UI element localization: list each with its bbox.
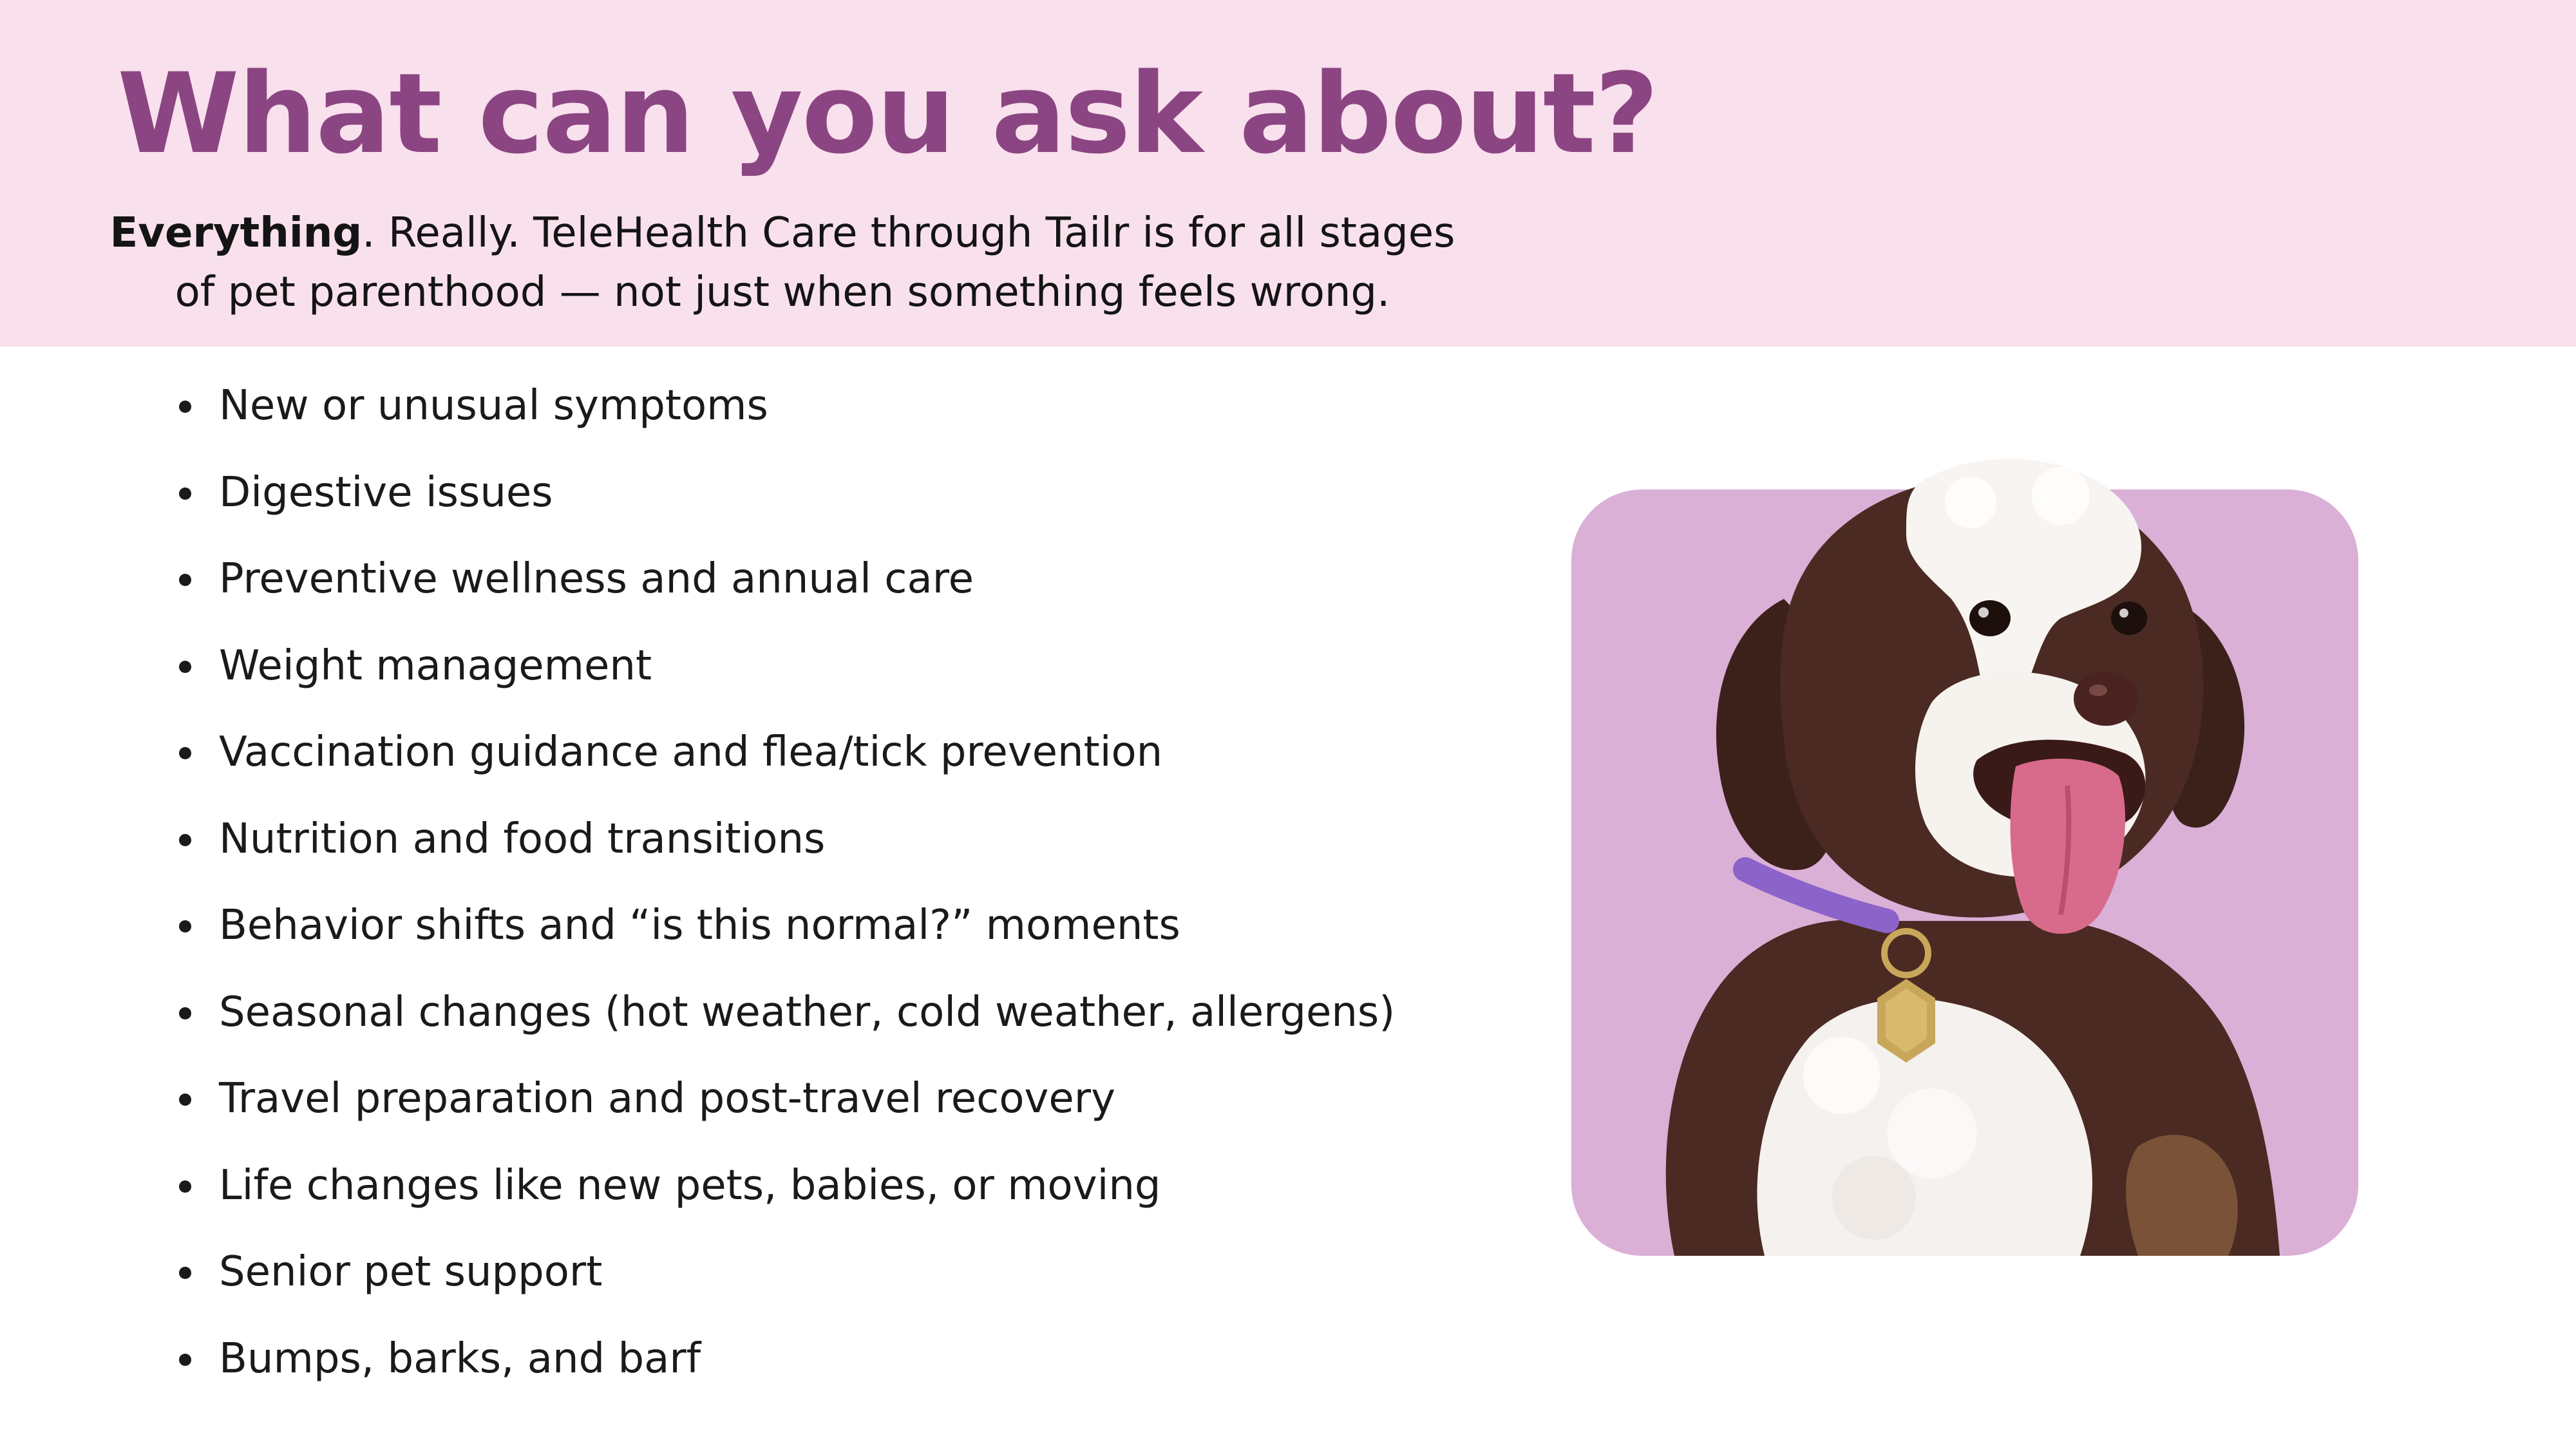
bullet-icon: [179, 747, 191, 759]
list-item: [167, 463, 1395, 550]
header-band: [0, 0, 2576, 346]
bullet-icon: [179, 834, 191, 846]
list-item-text: New or unusual symptoms: [219, 382, 768, 430]
list-item: [167, 810, 1395, 896]
list-item-text: Digestive issues: [219, 468, 553, 516]
list-item: [167, 1329, 1395, 1416]
topics-list: [167, 376, 1395, 1416]
list-item-text: Bumps, barks, and barf: [219, 1334, 701, 1383]
bullet-icon: [179, 488, 191, 500]
list-item: [167, 1156, 1395, 1243]
list-item-text: Seasonal changes (hot weather, cold weather, allergens): [219, 988, 1396, 1036]
subtitle-emphasis: Everything: [109, 209, 363, 257]
list-item: [167, 1069, 1395, 1156]
list-item-text: Nutrition and food transitions: [219, 815, 826, 863]
list-item-text: Weight management: [219, 641, 652, 690]
subtitle-text: . Really. TeleHealth Care through Tailr is for all stages of pet parenthood — not just when something feels wrong.: [175, 209, 1455, 316]
subtitle: [103, 204, 1462, 322]
list-item: [167, 896, 1395, 983]
list-item: [167, 636, 1395, 723]
bullet-icon: [179, 401, 191, 413]
list-item-text: Senior pet support: [219, 1248, 603, 1296]
dog-illustration: [1571, 425, 2358, 1256]
list-item: [167, 549, 1395, 636]
bullet-icon: [179, 1180, 191, 1193]
list-item-text: Behavior shifts and “is this normal?” moments: [219, 902, 1180, 949]
bullet-icon: [179, 1354, 191, 1366]
dog-right-eye: [2111, 601, 2147, 635]
list-item-text: Travel preparation and post-travel recovery: [219, 1075, 1115, 1122]
bullet-icon: [179, 920, 191, 933]
list-item-text: Vaccination guidance and flea/tick prevention: [219, 728, 1163, 776]
list-item: [167, 723, 1395, 810]
bullet-icon: [179, 1007, 191, 1019]
bullet-icon: [179, 661, 191, 673]
list-item: [167, 983, 1395, 1070]
dog-nose: [2074, 672, 2138, 726]
list-item-text: Preventive wellness and annual care: [219, 555, 974, 603]
page-title: What can you ask about?: [117, 49, 1658, 178]
list-item-text: Life changes like new pets, babies, or moving: [219, 1161, 1161, 1209]
list-item: [167, 376, 1395, 463]
bullet-icon: [179, 1094, 191, 1106]
dog-photo: [1571, 425, 2358, 1256]
dog-left-eye: [1969, 600, 2011, 636]
bullet-icon: [179, 1267, 191, 1279]
list-item: [167, 1242, 1395, 1329]
bullet-icon: [179, 574, 191, 586]
